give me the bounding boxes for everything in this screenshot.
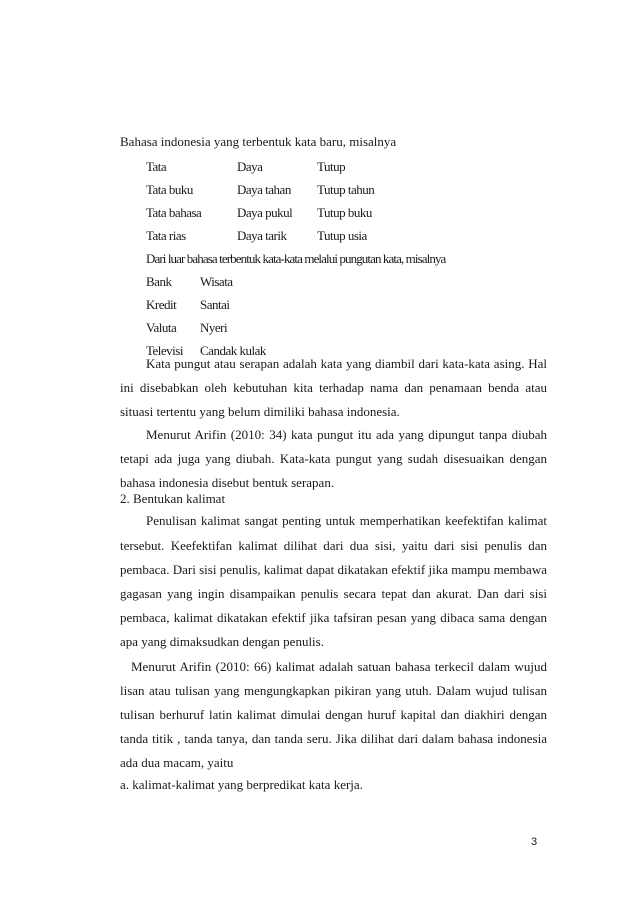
page-number: 3: [531, 836, 538, 848]
table-cell: Tutup buku: [317, 205, 372, 220]
table-cell: Tata bahasa: [146, 205, 202, 220]
text-line: lisan atau tulisan yang mengungkapkan pikiran yang utuh. Dalam wujud tulisan: [120, 683, 547, 698]
text-line: tulisan berhuruf latin kalimat dimulai dengan huruf kapital dan diakhiri dengan: [120, 707, 547, 722]
text-line: tanda titik , tanda tanya, dan tanda seru. Jika dilihat dari dalam bahasa indonesia: [120, 731, 547, 746]
text-line: ada dua macam, yaitu: [120, 755, 234, 770]
table-cell: Daya: [237, 159, 263, 174]
text-line: apa yang dimaksudkan dengan penulis.: [120, 634, 324, 649]
table-cell: Wisata: [200, 274, 233, 289]
text-line: ini disebabkan oleh kebutuhan kita terhadap nama dan penamaan benda atau: [120, 380, 547, 395]
table-cell: Televisi: [146, 343, 183, 358]
text-line: pembaca, kalimat dikatakan efektif jika tafsiran pesan yang dibaca sama dengan: [120, 610, 547, 625]
table-cell: Tutup tahun: [317, 182, 375, 197]
text-line: gagasan yang ingin disampaikan penulis secara tepat dan akurat. Dan dari sisi: [120, 586, 547, 601]
text-line: Penulisan kalimat sangat penting untuk memperhatikan keefektifan kalimat: [146, 513, 547, 528]
table-cell: Nyeri: [200, 320, 228, 335]
text-line: tetapi ada juga yang diubah. Kata-kata pungut yang sudah disesuaikan dengan: [120, 451, 547, 466]
text-line: Menurut Arifin (2010: 34) kata pungut itu ada yang dipungut tanpa diubah: [146, 427, 547, 442]
text-line: Menurut Arifin (2010: 66) kalimat adalah satuan bahasa terkecil dalam wujud: [131, 659, 547, 674]
table-cell: Kredit: [146, 297, 177, 312]
table-cell: Daya tahan: [237, 182, 291, 197]
table-cell: Daya pukul: [237, 205, 293, 220]
text-line: tersebut. Keefektifan kalimat dilihat dari dua sisi, yaitu dari sisi penulis dan: [120, 538, 547, 553]
table-cell: Tata: [146, 159, 167, 174]
table-cell: Candak kulak: [200, 343, 266, 358]
table-cell: Tutup: [317, 159, 346, 174]
intro-line: Bahasa indonesia yang terbentuk kata baru, misalnya: [120, 134, 397, 149]
text-line: situasi tertentu yang belum dimiliki bahasa indonesia.: [120, 404, 400, 419]
list-item-a: a. kalimat-kalimat yang berpredikat kata kerja.: [120, 777, 363, 792]
table-cell: Tutup usia: [317, 228, 367, 243]
table-cell: Tata buku: [146, 182, 193, 197]
text-line: bahasa indonesia disebut bentuk serapan.: [120, 475, 335, 490]
table-cell: Santai: [200, 297, 230, 312]
text-line: pembaca. Dari sisi penulis, kalimat dapat dikatakan efektif jika mampu membawa: [120, 562, 547, 577]
table-cell: Tata rias: [146, 228, 186, 243]
sub-intro-line: Dari luar bahasa terbentuk kata-kata melalui pungutan kata, misalnya: [146, 251, 446, 266]
section-heading: 2. Bentukan kalimat: [120, 491, 226, 506]
text-line: Kata pungut atau serapan adalah kata yang diambil dari kata-kata asing. Hal: [146, 356, 547, 371]
table-cell: Bank: [146, 274, 172, 289]
table-cell: Valuta: [146, 320, 177, 335]
table-cell: Daya tarik: [237, 228, 287, 243]
